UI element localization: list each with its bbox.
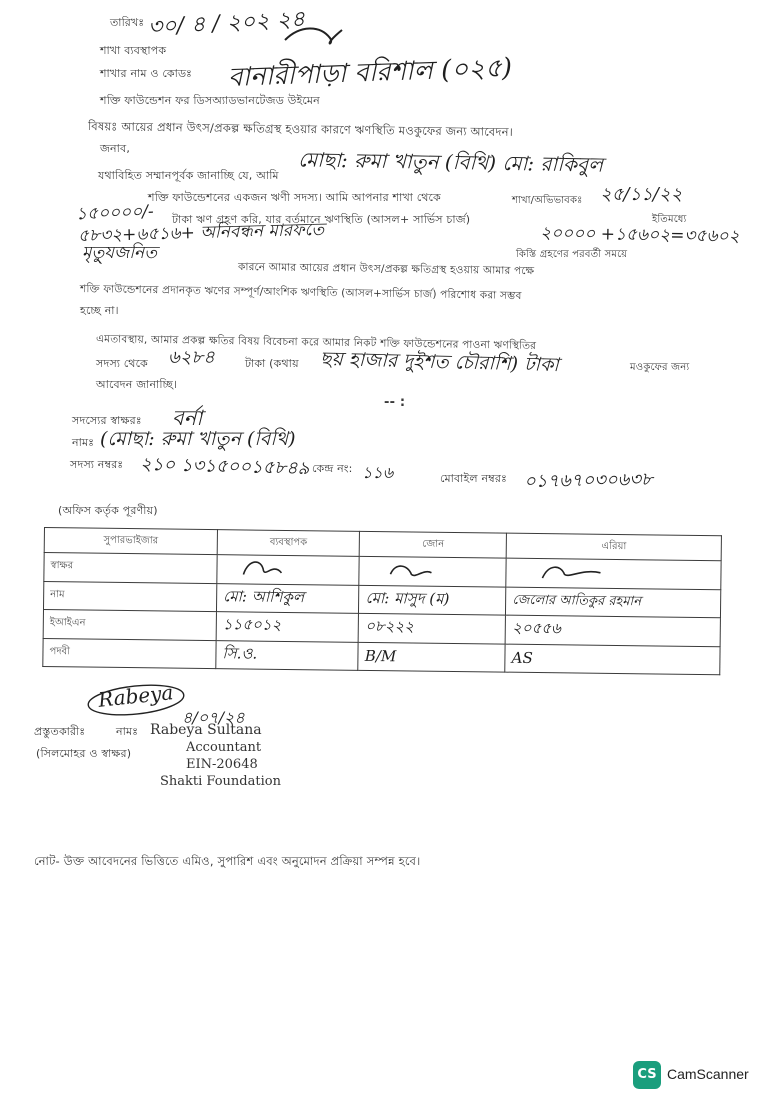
- applicant-name-handwritten: মোছা: রুমা খাতুন (বিথি) মো: রাকিবুল: [297, 147, 604, 177]
- salutation: জনাব,: [100, 142, 131, 155]
- signature-cell: [217, 555, 360, 585]
- table-row-label: ইআইএন: [43, 610, 216, 641]
- center-number-label: কেন্দ্র নং:: [312, 462, 353, 475]
- cause-handwritten: মৃতু্যজনিত: [82, 243, 157, 263]
- seal-signature-note: (সিলমোহর ও স্বাক্ষর): [36, 747, 132, 760]
- table-header-cell: এরিয়া: [506, 533, 721, 561]
- office-use-heading: (অফিস কর্তৃক পূরণীয়): [58, 504, 158, 517]
- para1-line5: কারনে আমার আয়ের প্রধান উৎস/প্রকল্প ক্ষতিগ্রস্থ হওয়ায় আমার পক্ষে: [237, 261, 535, 278]
- para2-line2-start: সদস্য থেকে: [96, 357, 148, 370]
- para1-line4: কিস্তি গ্রহণের পরবর্তী সময়ে: [516, 249, 628, 260]
- para2-line2-tail: মওকুফের জন্য: [630, 362, 690, 373]
- member-name-handwritten: (মোছা: রুমা খাতুন (বিথি): [100, 428, 296, 450]
- center-number-handwritten: ১১৬: [362, 463, 394, 482]
- camscanner-watermark: CamScanner: [667, 1066, 749, 1082]
- table-cell: AS: [505, 644, 720, 675]
- date-label: তারিখঃ: [110, 16, 145, 29]
- table-cell: মো: মাসুদ (ম): [359, 585, 506, 615]
- para2-line1: এমতাবস্থায়, আমার প্রকল্প ক্ষতির বিষয় বিবেচনা করে আমার নিকট শক্তি ফাউন্ডেশনের পাওনা ঋণস্থিতির: [95, 333, 537, 352]
- accountant-name-label: নামঃ: [116, 725, 139, 738]
- para1-line4-handwritten: ৫৮৩২+৬৫১৬+ অনিবন্ধন মারফতে: [77, 219, 325, 247]
- member-number-handwritten: ২১০ ১৩১৫০০১৫৮৪৯: [139, 453, 310, 480]
- accountant-date-handwritten: ৪/০৭/২৪: [182, 708, 245, 727]
- table-cell: সি.ও.: [216, 640, 359, 670]
- date-scribble: [280, 20, 350, 50]
- signature-scribble-3: [513, 560, 613, 583]
- table-cell: জেলোর আতিকুর রহমান: [506, 587, 721, 618]
- para1-line6: শক্তি ফাউন্ডেশনের প্রদানকৃত ঋণের সম্পূর্ণ/আংশিক ঋণস্থিতি (আসল+সার্ভিস চার্জ) পরিশোধ করা সম্ভব: [79, 283, 522, 302]
- table-cell: B/M: [358, 642, 505, 672]
- mobile-number-handwritten: ০১৭৬৭০৩০৬৩৮: [523, 468, 653, 493]
- branch-label: শাখার নাম ও কোডঃ: [100, 67, 193, 80]
- organization-line: শক্তি ফাউন্ডেশন ফর ডিসঅ্যাডভানটেজড উইমেন: [100, 94, 320, 107]
- signature-scribble-1: [223, 557, 303, 580]
- table-header-cell: ব্যবস্থাপক: [217, 530, 360, 557]
- accountant-signature-loop: [84, 680, 194, 720]
- subject-line: বিষয়ঃ আয়ের প্রধান উৎস/প্রকল্প ক্ষতিগ্রস্থ হওয়ার কারণে ঋণস্থিতি মওকুফের জন্য আবেদন।: [87, 119, 514, 139]
- para1-line2: শক্তি ফাউন্ডেশনের একজন ঋণী সদস্য। আমি আপনার শাখা থেকে: [148, 191, 441, 204]
- member-name-label: নামঃ: [72, 436, 95, 449]
- recipient-line: শাখা ব্যবস্থাপক: [100, 44, 167, 57]
- accountant-signature-handwritten: Rabeya: [96, 680, 175, 712]
- accountant-ein: EIN-20648: [186, 757, 258, 772]
- member-signature-handwritten: বর্না: [172, 406, 203, 430]
- para1-line1: যথাবিহিত সম্মানপূর্বক জানাচ্ছি যে, আমি: [98, 169, 279, 182]
- separator-dash: -- :: [384, 395, 406, 410]
- loan-amount-handwritten: ১৫০০০০/-: [75, 201, 155, 225]
- table-cell: ২০৫৫৬: [505, 615, 720, 646]
- member-number-label: সদস্য নম্বরঃ: [70, 458, 124, 471]
- signature-scribble-2: [366, 558, 446, 581]
- outstanding-calc-handwritten: ২০০০০ +১৫৬০২=৩৫৬০২: [539, 223, 740, 247]
- footer-note: নোট- উক্ত আবেদনের ভিত্তিতে এমিও, সুপারিশ এবং অনুমোদন প্রক্রিয়া সম্পন্ন হবে।: [34, 854, 421, 868]
- table-cell: ১১৫০১২: [216, 612, 359, 642]
- para1-line3: টাকা ঋণ গ্রহণ করি, যার বর্তমানে ঋণস্থিতি (আসল+ সার্ভিস চার্জ): [172, 213, 471, 226]
- approval-table: [42, 527, 722, 675]
- mobile-number-label: মোবাইল নম্বরঃ: [440, 472, 508, 485]
- table-header-cell: সুপারভাইজার: [44, 528, 217, 555]
- camscanner-logo-icon: CS: [633, 1061, 661, 1089]
- waiver-amount-words-handwritten: ছয় হাজার দুইশত চৌরাশি) টাকা: [319, 347, 560, 377]
- table-cell: মো: আশিকুল: [216, 583, 359, 613]
- para1-line7: হচ্ছে না।: [80, 304, 119, 317]
- para1-line2-tail: শাখা/অভিভাবকঃ: [512, 195, 583, 206]
- para2-line3: আবেদন জানাচ্ছি।: [96, 378, 178, 391]
- para2-line2-mid: টাকা (কথায়: [245, 357, 299, 370]
- waiver-amount-handwritten: ৬২৮৪: [168, 347, 215, 368]
- prepared-by-label: প্রস্তুতকারীঃ: [34, 725, 86, 738]
- para1-line3-right: ইতিমধ্যে: [652, 214, 687, 225]
- branch-value-handwritten: বানারীপাড়া বরিশাল (০২৫): [227, 53, 513, 93]
- table-cell: ০৮২২২: [359, 613, 506, 643]
- member-signature-label: সদস্যের স্বাক্ষরঃ: [72, 414, 142, 427]
- accountant-organization: Shakti Foundation: [160, 774, 281, 789]
- date-value-handwritten: ৩০/ ৪ / ২০২ ২৪: [147, 6, 306, 41]
- table-row-label: পদবী: [43, 638, 216, 669]
- accountant-name: Rabeya Sultana: [150, 722, 262, 738]
- signature-cell: [506, 558, 721, 589]
- signature-cell: [359, 557, 506, 587]
- table-header-cell: জোন: [360, 531, 507, 558]
- table-row-label: নাম: [43, 581, 216, 612]
- accountant-designation: Accountant: [186, 740, 262, 755]
- table-row-label: স্বাক্ষর: [44, 553, 217, 584]
- loan-date-handwritten: ২৫/১১/২২: [600, 184, 683, 205]
